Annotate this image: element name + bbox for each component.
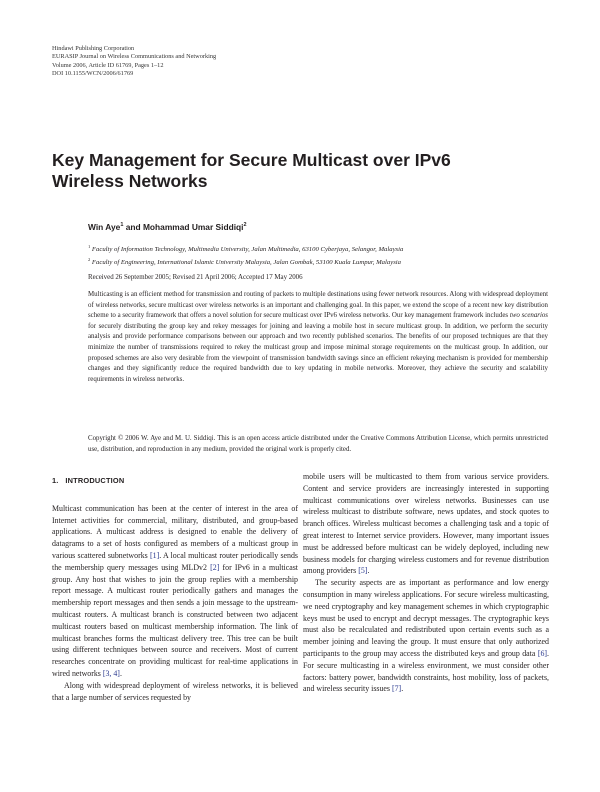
journal-header	[52, 45, 216, 79]
section-heading	[52, 475, 298, 487]
citation-link[interactable]: [5]	[358, 566, 368, 576]
citation-link[interactable]: [3, 4]	[102, 668, 120, 678]
text-run: Multicast communication has been at the center of interest in the area of Internet activities for commercial, military, distributed, and group-based applications. A multicast address is designed to enable the delivery of datagrams to a set of hosts configured as members of a multicast group in various scattered subnetworks	[52, 503, 298, 560]
citation-link[interactable]: [1]	[150, 550, 160, 560]
text-run: The security aspects are as important as performance and low energy consumption in many wireless applications. For secure wireless multicasting, we need cryptography and key management schemes in which cryptographic keys must be used to encrypt and decrypt messages. The cryptographic keys must also be recalculated and redistributed upon certain events such as a member joining and leaving the group. It must ensure that only authorized participants to the group may access the distributed keys and group data	[303, 578, 549, 658]
text-run: .	[401, 684, 404, 694]
intro-paragraph-3	[303, 471, 549, 577]
author-2: Mohammad Umar Siddiqi	[142, 222, 244, 232]
abstract-part-2: for securely distributing the group key and rekey messages for joining and leaving a mobile host in secure multicast group. In addition, we perform the security analysis and provide performance comparisons between our approach and two recently published scenarios. The benefits of our proposed techniques are that they minimize the number of transmissions required to rekey the multicast group and impose minimal storage requirements on the multicast group. In addition, our proposed schemes are also very desirable from the viewpoint of transmission bandwidth savings since an efficient rekeying mechanism is provided for membership changes and they significantly reduce the required bandwidth due to key updating in mobile networks. Moreover, they achieve the security and scalability requirements in wireless networks.	[88, 322, 548, 383]
citation-link[interactable]: [6]	[537, 648, 548, 658]
intro-paragraph-1	[52, 503, 298, 680]
author-list	[88, 222, 247, 232]
journal-name: EURASIP Journal on Wireless Communications and Networking	[52, 53, 217, 61]
citation-link[interactable]: [7]	[391, 684, 402, 694]
doi: DOI 10.1155/WCN/2006/61769	[52, 70, 134, 78]
affiliation-1-text: Faculty of Information Technology, Multimedia University, Jalan Multimedia, 63100 Cyberjaya, Selangor, Malaysia	[91, 246, 404, 254]
affiliation-1	[88, 242, 548, 255]
title-line-1: Key Management for Secure Multicast over IPv6	[52, 150, 451, 170]
paper-title	[52, 150, 532, 192]
copyright-notice: Copyright © 2006 W. Aye and M. U. Siddiqi. This is an open access article distributed under the Creative Commons Attribution License, which permits unrestricted use, distribution, and reproduction in any medium, provided the original work is properly cited.	[88, 435, 548, 453]
section-title: INTRODUCTION	[65, 476, 125, 485]
abstract-emphasis: two scenarios	[509, 312, 548, 320]
section-number: 1.	[52, 476, 59, 485]
author-1: Win Aye	[88, 222, 121, 232]
text-run: .	[367, 566, 370, 576]
affiliations	[88, 242, 548, 268]
author-2-affil-mark: 2	[243, 222, 247, 229]
author-1-affil-mark: 1	[120, 222, 124, 229]
volume-info: Volume 2006, Article ID 61769, Pages 1–12	[52, 61, 164, 69]
text-run: for IPv6 in a multicast group. Any host that wishes to join the group replies with a membership report message. A multicast router periodically gathers and manages the membership report messages and then sends a join message to the upstream-multicast routers. A multicast branch is constructed between two adjacent multicast routers based on multicast membership information. The link of multicast branches forms the multicast delivery tree. This tree can be built using different techniques between source and receivers. Most of current researches concentrate on providing multicast for real-time applications in wired networks	[52, 562, 298, 678]
text-run: . For secure multicasting in a wireless environment, we must consider other factors: battery power, bandwidth constraints, host mobility, loss of packets, and wireless security issues	[303, 648, 549, 694]
affiliation-1-mark: 1	[88, 244, 91, 249]
intro-paragraph-4	[303, 577, 549, 695]
received-dates: Received 26 September 2005; Revised 21 April 2006; Accepted 17 May 2006	[88, 274, 303, 281]
author-separator: and	[123, 222, 143, 232]
affiliation-2-text: Faculty of Engineering, International Islamic University Malaysia, Jalan Gombak, 53100 Kuala Lumpur, Malaysia	[91, 259, 401, 267]
affiliation-2-mark: 2	[88, 256, 91, 262]
citation-link[interactable]: [2]	[210, 562, 220, 572]
text-run: . A local multicast router periodically sends the membership query messages using MLDv2	[52, 550, 298, 572]
text-run: .	[119, 668, 122, 678]
left-column	[52, 475, 298, 703]
title-line-2: Wireless Networks	[52, 171, 208, 191]
abstract-part-1: Multicasting is an efficient method for transmission and routing of packets to multiple destinations using fewer network resources. Along with widespread deployment of wireless networks, secure multicast over wireless networks is an important and challenging goal. In this paper, we extend the scope of a recent new key distribution scheme to a security framework that offers a novel solution for secure multicast over IPv6 wireless networks. Our key management framework includes	[88, 291, 548, 320]
publisher: Hindawi Publishing Corporation	[52, 45, 135, 52]
abstract	[88, 290, 548, 385]
right-column	[303, 471, 549, 695]
intro-paragraph-2: Along with widespread deployment of wireless networks, it is believed that a large number of services requested by	[52, 680, 298, 702]
text-run: mobile users will be multicasted to them from various service providers. Content and service providers are increasingly interested in supporting multicast communications over wireless networks. Businesses can use wireless multicast to distribute software, news updates, and stock quotes to branch offices. Wireless multicast becomes a challenging task and a topic of great interest to Internet service providers. However, many important issues must be addressed before multicast can be widely deployed, including new business models for charging wireless customers and for revenue distribution among providers	[303, 472, 549, 576]
affiliation-2	[88, 255, 548, 268]
